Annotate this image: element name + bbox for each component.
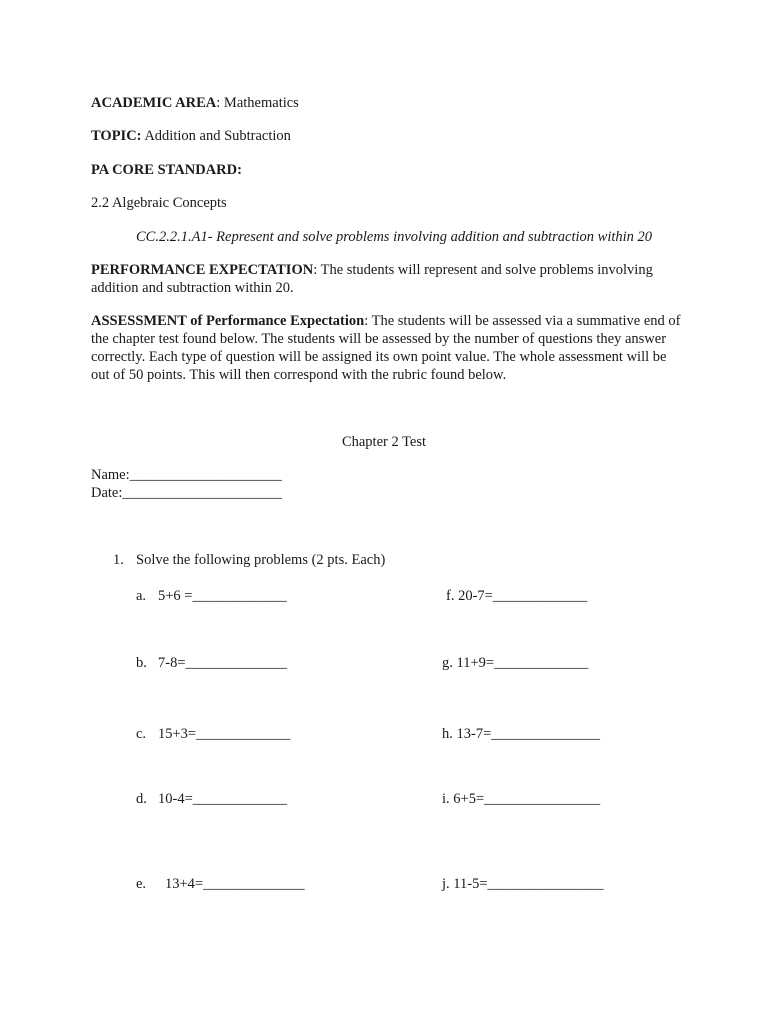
performance-text: : The students will represent and solve problems involving addition and subtraction within 20. (91, 262, 653, 296)
test-title: Chapter 2 Test (341, 434, 427, 450)
academic-area-value: : Mathematics (216, 95, 299, 111)
standard-label: PA CORE STANDARD: (91, 162, 242, 178)
performance-label: PERFORMANCE EXPECTATION (91, 262, 314, 278)
academic-area-label: ACADEMIC AREA (91, 95, 217, 111)
standard-code (136, 228, 652, 246)
name-line: Name:_____________________ (91, 467, 282, 483)
problem-d: 10-4=_____________ (158, 791, 288, 807)
problem-f: f. 20-7=_____________ (446, 588, 588, 604)
problem-j: j. 11-5=________________ (442, 876, 604, 892)
problem-c-letter: c. (136, 726, 147, 742)
question-number: 1. (113, 552, 124, 568)
academic-area-line (91, 94, 299, 112)
problem-a-letter: a. (136, 588, 147, 604)
topic-line (91, 127, 291, 145)
problem-a: 5+6 =_____________ (158, 588, 287, 604)
topic-label: TOPIC: (91, 128, 142, 144)
date-line: Date:______________________ (91, 485, 282, 501)
concept-line: 2.2 Algebraic Concepts (91, 195, 227, 211)
problem-g: g. 11+9=_____________ (442, 655, 589, 671)
problem-i: i. 6+5=________________ (442, 791, 601, 807)
problem-d-letter: d. (136, 791, 147, 807)
question-text: Solve the following problems (2 pts. Each) (136, 552, 386, 568)
performance-expectation (91, 261, 681, 297)
assessment-paragraph (91, 312, 681, 384)
problem-e: 13+4=______________ (165, 876, 305, 892)
assessment-label: ASSESSMENT of Performance Expectation (91, 313, 365, 329)
problem-e-letter: e. (136, 876, 147, 892)
problem-h: h. 13-7=_______________ (442, 726, 601, 742)
standard-heading (91, 161, 242, 179)
problem-b: 7-8=______________ (158, 655, 288, 671)
problem-c: 15+3=_____________ (158, 726, 291, 742)
topic-value: Addition and Subtraction (141, 128, 291, 144)
standard-code-text: CC.2.2.1.A1- Represent and solve problems involving addition and subtraction within 20 (136, 229, 653, 245)
assessment-text: : The students will be assessed via a summative end of the chapter test found below. The students will be assessed by the number of questions they answer correctly. Each type of question will be assigned its own point value. The whole assessment will be out of 50 points. This will then correspond with the rubric found below. (91, 313, 681, 383)
problem-b-letter: b. (136, 655, 147, 671)
